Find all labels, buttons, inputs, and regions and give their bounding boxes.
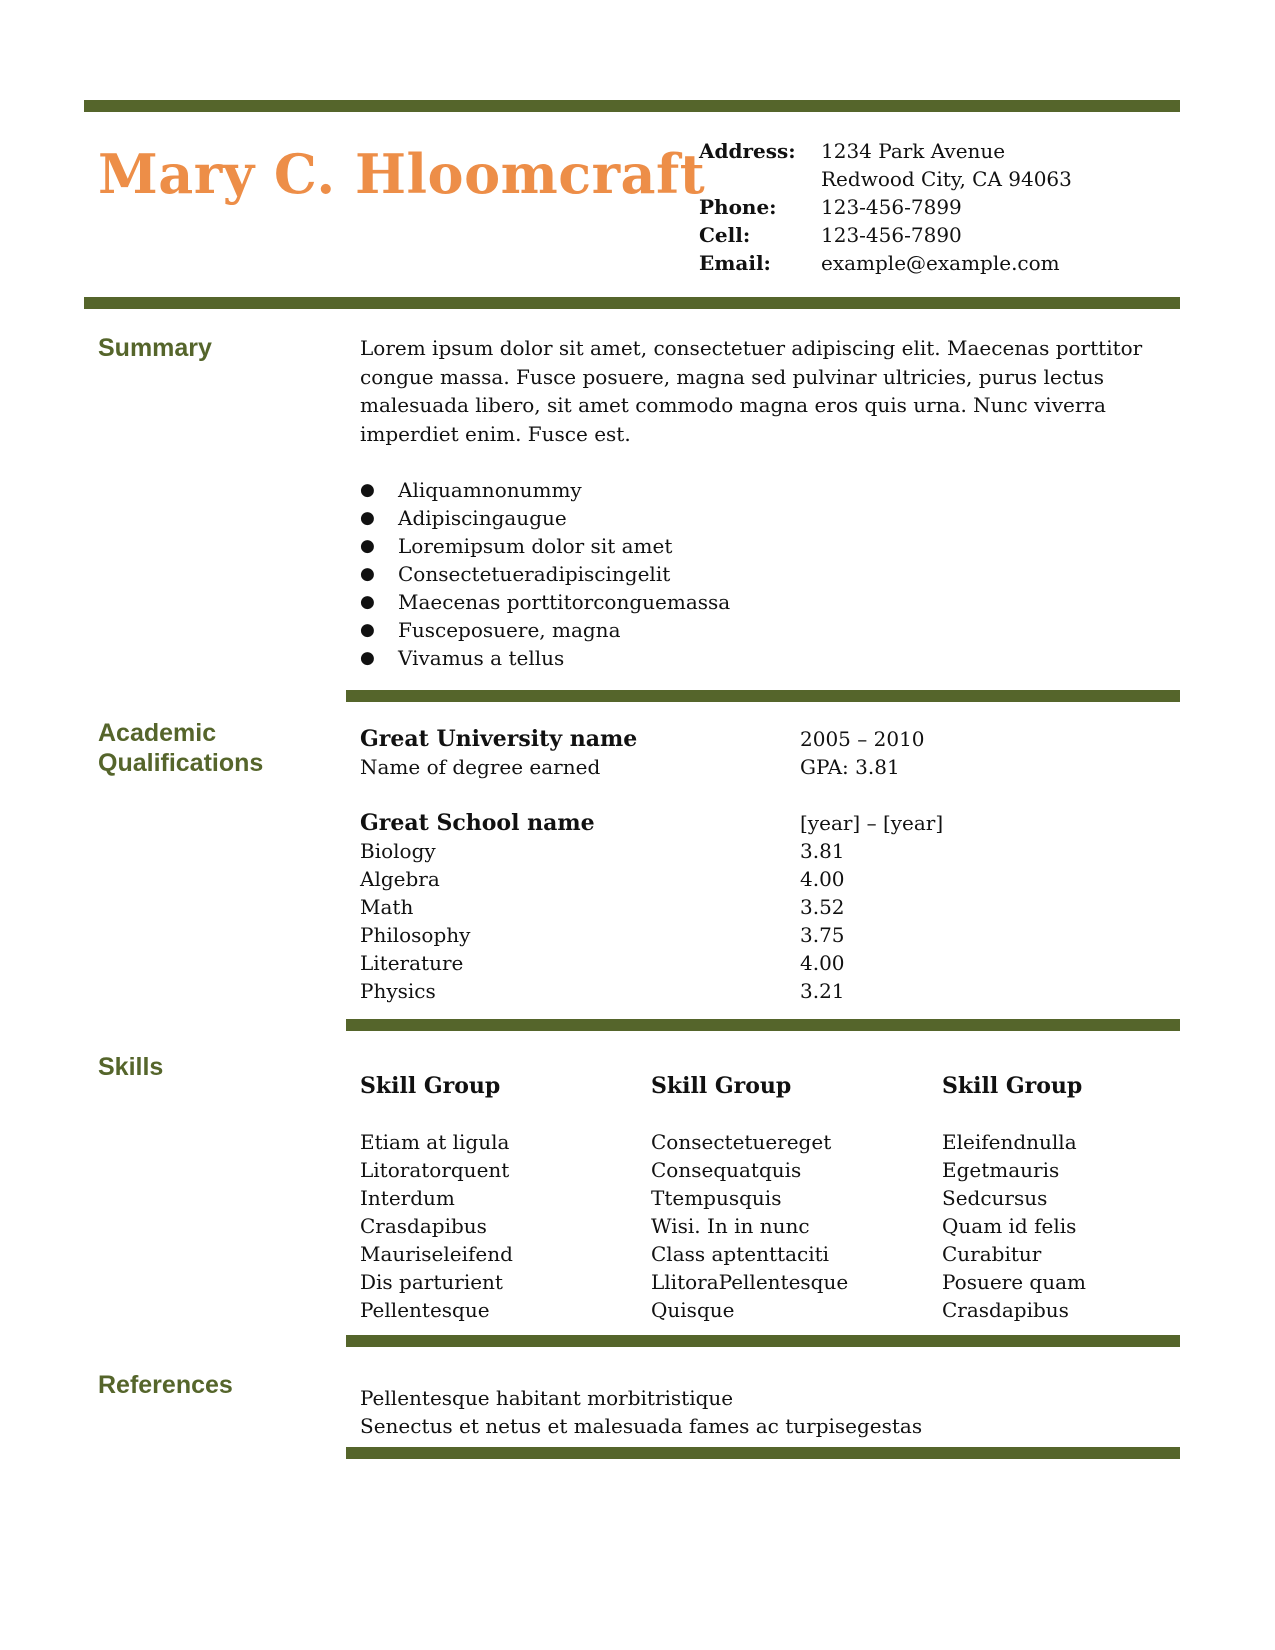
table-row — [360, 837, 943, 865]
contact-value: example@example.com — [821, 251, 1060, 275]
skill-group-title: Skill Group — [942, 1073, 1083, 1099]
list-item: ● Fusceposuere, magna — [360, 616, 730, 644]
table-row — [360, 977, 943, 1005]
contact-row-email — [699, 249, 1072, 277]
list-item: Posuere quam — [942, 1270, 1086, 1294]
contact-block — [699, 137, 1072, 277]
grade: 4.00 — [800, 867, 845, 891]
contact-label — [699, 165, 821, 193]
list-item: Litoratorquent — [360, 1158, 510, 1182]
grade: 3.21 — [800, 979, 845, 1003]
degree-name: Name of degree earned — [360, 755, 601, 779]
summary-bullet-list — [360, 476, 730, 672]
school-years: [year] – [year] — [800, 811, 944, 835]
list-item: ● Aliquamnonummy — [360, 476, 730, 504]
skill-group — [360, 1072, 651, 1324]
degree-row — [360, 753, 925, 781]
references-block — [360, 1384, 922, 1440]
summary-text: Lorem ipsum dolor sit amet, consectetuer adipiscing elit. Maecenas porttitor congue massa. Fusce posuere, magna sed pulvinar ultricies, purus lectus malesuada libero, sit amet commodo magna eros quis urna. Nunc viverra imperdiet enim. Fusce est. — [360, 336, 1143, 446]
gpa: GPA: 3.81 — [800, 755, 900, 779]
list-item: Crasdapibus — [360, 1214, 487, 1238]
list-item: Pellentesque — [360, 1298, 490, 1322]
grade: 4.00 — [800, 951, 845, 975]
list-item: Quisque — [651, 1298, 735, 1322]
skill-group-title: Skill Group — [360, 1073, 501, 1099]
list-item: ● Adipiscingaugue — [360, 504, 730, 532]
contact-value: 123-456-7890 — [821, 223, 962, 247]
list-item: Sedcursus — [942, 1186, 1048, 1210]
table-row — [360, 865, 943, 893]
list-item: Ttempusquis — [651, 1186, 782, 1210]
academic-heading — [98, 718, 263, 778]
skills-heading: Skills — [98, 1053, 164, 1081]
list-item: Consectetuereget — [651, 1130, 832, 1154]
skill-group — [942, 1072, 1233, 1324]
contact-label: Phone: — [699, 195, 777, 219]
contact-row-city — [699, 165, 1072, 193]
grade: 3.75 — [800, 923, 845, 947]
contact-label: Email: — [699, 251, 771, 275]
skill-group — [651, 1072, 942, 1324]
school-block — [360, 809, 943, 1005]
resume-name: Mary C. Hloomcraft — [98, 142, 706, 206]
list-item: Crasdapibus — [942, 1298, 1069, 1322]
school-row — [360, 809, 943, 837]
subject: Literature — [360, 951, 464, 975]
list-item: Consequatquis — [651, 1158, 802, 1182]
list-item: Class aptenttaciti — [651, 1242, 830, 1266]
academic-heading-line: Academic — [98, 719, 217, 747]
subject: Philosophy — [360, 923, 471, 947]
contact-label: Cell: — [699, 223, 751, 247]
table-row — [360, 921, 943, 949]
list-item: Curabitur — [942, 1242, 1042, 1266]
academic-heading-line: Qualifications — [98, 749, 264, 777]
list-item: Etiam at ligula — [360, 1130, 510, 1154]
contact-row-phone — [699, 193, 1072, 221]
contact-value: 1234 Park Avenue — [821, 139, 1006, 163]
table-row — [360, 893, 943, 921]
subject: Biology — [360, 839, 436, 863]
contact-row-cell — [699, 221, 1072, 249]
list-item: ● Loremipsum dolor sit amet — [360, 532, 730, 560]
grade: 3.52 — [800, 895, 845, 919]
subject: Physics — [360, 979, 436, 1003]
contact-value: Redwood City, CA 94063 — [821, 167, 1072, 191]
skills-grid — [360, 1072, 1233, 1324]
school-name: Great School name — [360, 810, 595, 836]
summary-heading: Summary — [98, 334, 212, 362]
list-item: ● Maecenas porttitorconguemassa — [360, 588, 730, 616]
list-item: Mauriseleifend — [360, 1242, 513, 1266]
university-name: Great University name — [360, 726, 638, 752]
contact-value: 123-456-7899 — [821, 195, 962, 219]
section-divider — [346, 1335, 1180, 1347]
list-item: Egetmauris — [942, 1158, 1060, 1182]
references-heading: References — [98, 1371, 233, 1399]
university-block — [360, 725, 925, 781]
table-row — [360, 949, 943, 977]
section-divider — [346, 690, 1180, 702]
list-item: Quam id felis — [942, 1214, 1077, 1238]
top-divider — [84, 100, 1180, 112]
header-divider — [84, 297, 1180, 309]
skill-group-title: Skill Group — [651, 1073, 792, 1099]
grade: 3.81 — [800, 839, 845, 863]
list-item: LlitoraPellentesque — [651, 1270, 849, 1294]
list-item: Interdum — [360, 1186, 455, 1210]
university-row — [360, 725, 925, 753]
reference-line: Pellentesque habitant morbitristique — [360, 1386, 734, 1410]
contact-label: Address: — [699, 139, 796, 163]
bottom-divider — [346, 1447, 1180, 1459]
contact-row-address — [699, 137, 1072, 165]
list-item: Dis parturient — [360, 1270, 503, 1294]
section-divider — [346, 1019, 1180, 1031]
list-item: Wisi. In in nunc — [651, 1214, 810, 1238]
list-item: ● Consectetueradipiscingelit — [360, 560, 730, 588]
subject: Math — [360, 895, 414, 919]
list-item: ● Vivamus a tellus — [360, 644, 730, 672]
reference-line: Senectus et netus et malesuada fames ac turpisegestas — [360, 1414, 923, 1438]
university-years: 2005 – 2010 — [800, 727, 925, 751]
list-item: Eleifendnulla — [942, 1130, 1077, 1154]
subject: Algebra — [360, 867, 440, 891]
